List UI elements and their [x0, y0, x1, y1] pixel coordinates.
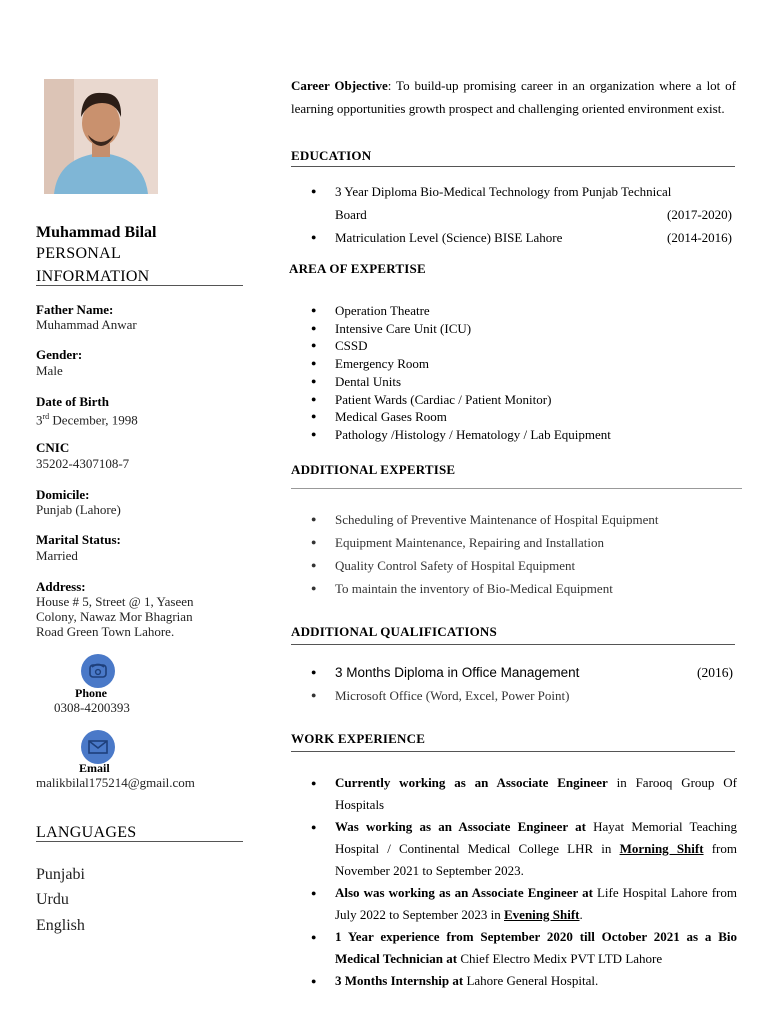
email-value[interactable]: malikbilal175214@gmail.com [36, 775, 195, 790]
qualification-item: ● Microsoft Office (Word, Excel, Power Point) [291, 684, 733, 707]
work-experience-divider [291, 751, 735, 752]
education-item [291, 180, 732, 226]
expertise-item: ● Patient Wards (Cardiac / Patient Monitor) [291, 391, 732, 409]
career-objective-text: : To build-up promising career in an organization where a lot of learning opportunities growth prospect and challenging oriented environment exist. [291, 78, 736, 116]
work-item [291, 882, 737, 926]
career-objective-label: Career Objective [291, 78, 388, 93]
expertise-item: ● Pathology /Histology / Hematology / Lab Equipment [291, 426, 732, 444]
work-item [291, 772, 737, 816]
education-item-year: (2017-2020) [667, 207, 732, 222]
qualification-item-text: 3 Months Diploma in Office Management [335, 665, 580, 680]
education-item-text: Board [335, 207, 367, 222]
languages-title: LANGUAGES [36, 824, 137, 841]
phone-icon [81, 654, 115, 688]
domicile-value: Punjab (Lahore) [36, 502, 121, 517]
phone-value[interactable]: 0308-4200393 [54, 700, 130, 715]
work-item [291, 926, 737, 970]
work-detail: in Farooq Group Of Hospitals [335, 775, 737, 812]
expertise-list [291, 302, 732, 444]
address-line-3: Road Green Town Lahore. [36, 624, 175, 639]
personal-info-divider [36, 285, 243, 286]
work-role: 3 Months Internship at [335, 973, 464, 988]
additional-expertise-item: ● To maintain the inventory of Bio-Medical Equipment [291, 577, 732, 600]
expertise-item: ● Dental Units [291, 373, 732, 391]
additional-expertise-item: ● Scheduling of Preventive Maintenance of Hospital Equipment [291, 508, 732, 531]
work-shift: Morning Shift [619, 841, 704, 856]
education-item-year: (2014-2016) [667, 230, 732, 245]
domicile-label: Domicile: [36, 487, 90, 502]
language-punjabi: Punjabi [36, 866, 85, 883]
dob-value [36, 409, 138, 427]
email-icon [81, 730, 115, 764]
language-english: English [36, 917, 85, 934]
area-of-expertise-title: AREA OF EXPERTISE [289, 261, 426, 276]
additional-expertise-item: ● Quality Control Safety of Hospital Equipment [291, 554, 732, 577]
dob-rest: December, 1998 [49, 412, 138, 428]
work-experience-list [291, 772, 737, 992]
work-role: 1 Year experience from September 2020 till October 2021 as a Bio Medical Technician at [335, 929, 737, 966]
qualification-item [291, 661, 733, 684]
dob-suffix: rd [42, 412, 50, 421]
languages-divider [36, 841, 243, 842]
expertise-item: ● Operation Theatre [291, 302, 732, 320]
address-label: Address: [36, 579, 86, 594]
work-detail: Lahore General Hospital. [463, 973, 599, 988]
address-line-1: House # 5, Street @ 1, Yaseen [36, 594, 194, 609]
gender-value: Male [36, 363, 63, 378]
additional-expertise-divider [291, 488, 742, 489]
person-photo-icon [44, 79, 158, 194]
additional-qualifications-title: ADDITIONAL QUALIFICATIONS [291, 624, 497, 639]
father-name-label: Father Name: [36, 302, 114, 317]
expertise-item: ● CSSD [291, 337, 732, 355]
expertise-item: ● Intensive Care Unit (ICU) [291, 320, 732, 338]
additional-expertise-list [291, 508, 732, 600]
education-divider [291, 166, 735, 167]
work-role: Was working as an Associate Engineer at [335, 819, 586, 834]
work-detail: Life Hospital Lahore from July 2022 to September 2023 in [335, 885, 737, 922]
additional-expertise-item: ● Equipment Maintenance, Repairing and Installation [291, 531, 732, 554]
education-item-text: 3 Year Diploma Bio-Medical Technology from Punjab Technical [335, 184, 672, 199]
work-item [291, 970, 737, 992]
candidate-name: Muhammad Bilal [36, 224, 157, 241]
expertise-item: ● Medical Gases Room [291, 408, 732, 426]
work-shift: Evening Shift [504, 907, 580, 922]
additional-expertise-title: ADDITIONAL EXPERTISE [291, 462, 456, 477]
qualification-item-year: (2016) [697, 665, 733, 680]
work-detail: . [579, 907, 583, 922]
qualifications-divider [291, 644, 735, 645]
work-item [291, 816, 737, 882]
phone-label: Phone [75, 686, 108, 700]
email-label: Email [79, 761, 110, 775]
gender-label: Gender: [36, 347, 83, 362]
dob-label: Date of Birth [36, 394, 109, 409]
cnic-value: 35202-4307108-7 [36, 456, 130, 471]
personal-info-title-line1: PERSONAL [36, 245, 122, 262]
language-urdu: Urdu [36, 891, 69, 908]
cnic-label: CNIC [36, 440, 70, 455]
education-item-text: Matriculation Level (Science) BISE Lahore [335, 230, 563, 245]
work-experience-title: WORK EXPERIENCE [291, 731, 426, 746]
education-list [291, 180, 732, 249]
work-role: Currently working as an Associate Engineer [335, 775, 608, 790]
education-title: EDUCATION [291, 148, 372, 163]
personal-info-title-line2: INFORMATION [36, 268, 150, 285]
marital-status-label: Marital Status: [36, 532, 121, 547]
dob-day: 3 [36, 412, 43, 428]
father-name-value: Muhammad Anwar [36, 317, 137, 332]
work-detail: from November 2021 to September 2023. [335, 841, 737, 878]
career-objective [291, 74, 736, 120]
expertise-item: ● Emergency Room [291, 355, 732, 373]
work-role: Also was working as an Associate Engineer at [335, 885, 593, 900]
work-detail: Chief Electro Medix PVT LTD Lahore [457, 951, 663, 966]
education-item [291, 226, 732, 249]
qualifications-list [291, 661, 733, 707]
address-line-2: Colony, Nawaz Mor Bhagrian [36, 609, 193, 624]
marital-status-value: Married [36, 548, 78, 563]
profile-photo [44, 79, 158, 194]
work-detail: Hayat Memorial Teaching Hospital / Continental Medical College LHR in [335, 819, 737, 856]
